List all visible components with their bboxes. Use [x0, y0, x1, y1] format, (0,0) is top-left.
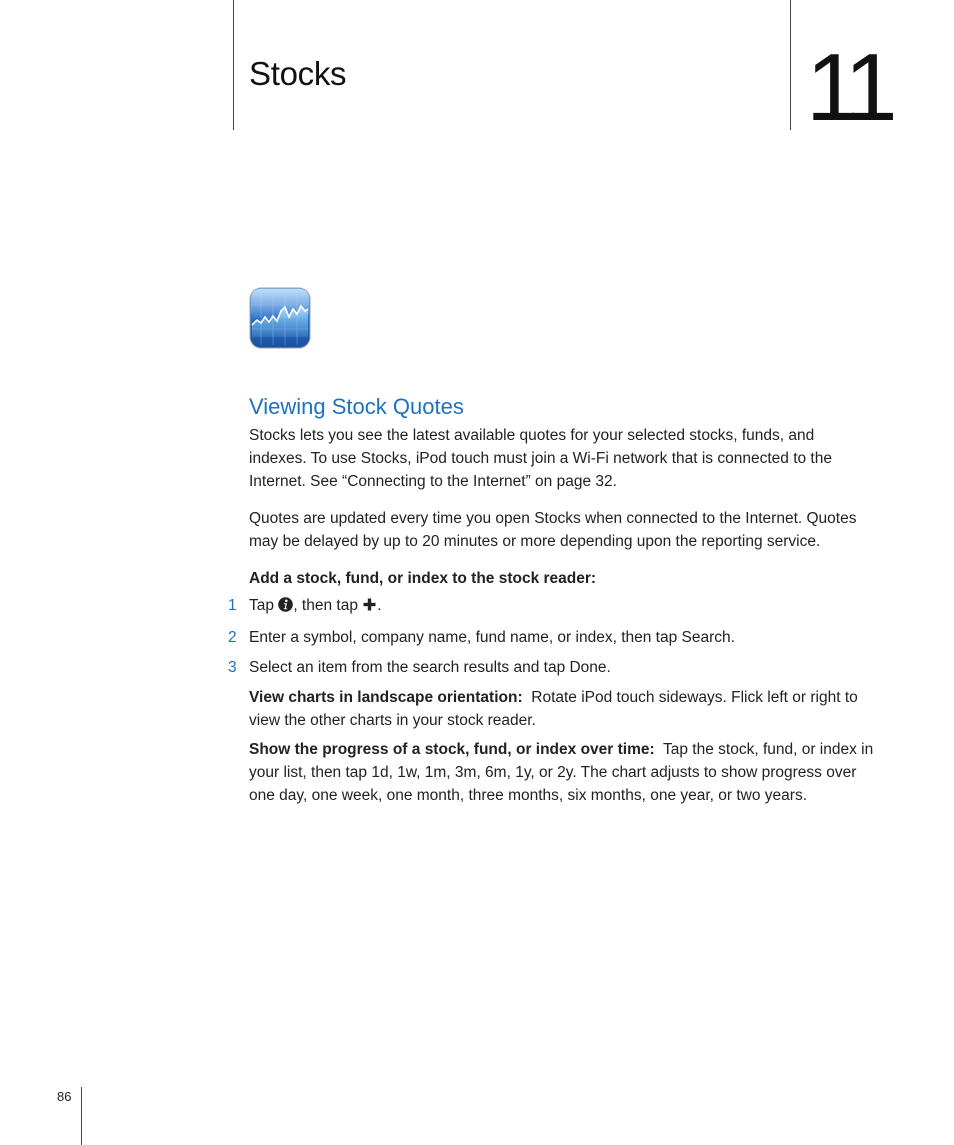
step-text: Enter a symbol, company name, fund name, or index, then tap Search. — [249, 629, 735, 646]
tip-progress — [249, 738, 875, 807]
tip-landscape — [249, 686, 875, 732]
plus-icon — [362, 596, 377, 619]
tip-text: Rotate iPod touch sideways. Flick left or right to view the other charts in your stock reader. — [249, 689, 858, 729]
intro-paragraph: Stocks lets you see the latest available quotes for your selected stocks, funds, and indexes. To use Stocks, iPod touch must join a Wi-Fi network that is connected to the Internet. See “Connecting to the Internet” on page 32. — [249, 427, 832, 490]
step-number: 3 — [228, 659, 237, 676]
step-text: , then tap — [293, 597, 363, 614]
right-header-rule — [790, 0, 791, 130]
section-heading: Viewing Stock Quotes — [249, 394, 464, 419]
update-paragraph: Quotes are updated every time you open Stocks when connected to the Internet. Quotes may be delayed by up to 20 minutes or more depending upon the reporting service. — [249, 510, 857, 550]
info-icon — [278, 596, 293, 619]
step-text: . — [377, 597, 382, 614]
section-body — [228, 424, 875, 813]
step-text: Select an item from the search results and tap Done. — [249, 659, 611, 676]
steps-heading: Add a stock, fund, or index to the stock reader: — [249, 570, 597, 587]
footer-rule — [81, 1087, 82, 1145]
tip-label: Show the progress of a stock, fund, or index over time: — [249, 741, 655, 758]
step-text: Tap — [249, 597, 279, 614]
chapter-number: 11 — [806, 34, 890, 141]
chapter-title: Stocks — [249, 55, 347, 92]
tip-text: Tap the stock, fund, or index in your list, then tap 1d, 1w, 1m, 3m, 6m, 1y, or 2y. The chart adjusts to show progress over one day, one week, one month, three months, six months, one year, or two years. — [249, 741, 874, 804]
stocks-app-icon — [249, 287, 311, 349]
step-item — [228, 626, 875, 649]
step-item — [228, 656, 875, 679]
step-item — [228, 594, 875, 619]
tip-label: View charts in landscape orientation: — [249, 689, 523, 706]
step-number: 1 — [228, 597, 237, 614]
page-number: 86 — [57, 1089, 72, 1104]
left-header-rule — [233, 0, 234, 130]
step-number: 2 — [228, 629, 237, 646]
